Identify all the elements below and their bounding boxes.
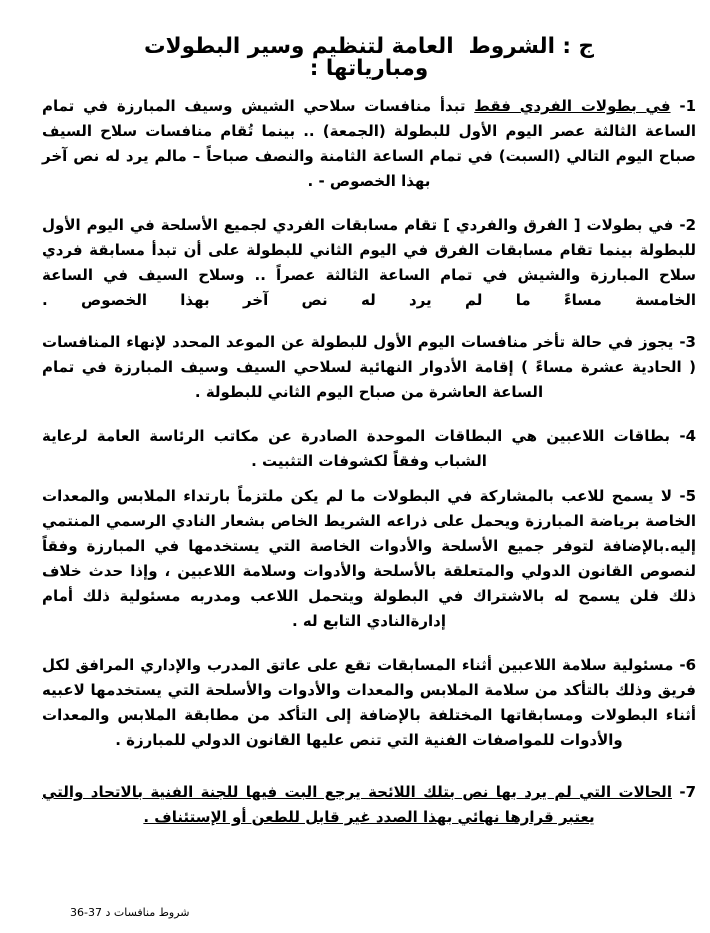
title-line-1: ج : الشروط العامة لتنظيم وسير البطولات bbox=[144, 34, 594, 59]
condition-item-3 bbox=[42, 330, 696, 405]
condition-item-1 bbox=[42, 94, 696, 194]
conditions-list bbox=[42, 94, 696, 830]
item-1-underlined-text: في بطولات الفردي فقط bbox=[474, 96, 671, 115]
condition-item-5 bbox=[42, 484, 696, 634]
condition-item-7 bbox=[42, 780, 696, 830]
item-5-text: لا يسمح للاعب بالمشاركة في البطولات ما لم يكن ملتزماً بارتداء الملابس والمعدات الخاصة برياضة المبارزة ويحمل على ذراعه الشريط الخاص بشعار النادي الرسمي المنتمي إليه.بالإضافة لتوفر جميع الأسلحة والأدوات الخاصة التي يستخدمها في المبارزة وفقاً لنصوص القانون الدولي والمتعلقة بالأسلحة والأدوات وسلامة اللاعبين ، وإذا حدث خلاف ذلك فلن يسمح له بالاشتراك في البطولة ويتحمل اللاعب ومدربه مسئولية ذلك أمام إدارةالنادي التابع له . bbox=[42, 486, 696, 630]
item-2-number: 2- bbox=[679, 215, 696, 234]
item-7-number: 7- bbox=[679, 782, 696, 801]
item-7-text: الحالات التي لم يرد بها نص بتلك اللائحة يرجع البت فيها للجنة الفنية بالاتحاد والتي يعتبر قرارها نهائي بهذا الصدد غير قابل للطعن أو الإستئناف . bbox=[42, 782, 672, 826]
item-3-number: 3- bbox=[679, 332, 696, 351]
item-1-number: 1- bbox=[679, 96, 696, 115]
item-2-text: في بطولات [ الفرق والفردي ] تقام مسابقات الفردي لجميع الأسلحة في اليوم الأول للبطولة بينما تقام مسابقات الفرق في اليوم الثاني للبطولة على أن تبدأ مسابقة فردي سلاح المبارزة والشيش في تمام الساعة الثالثة عصراً .. وسلاح السيف في الساعة الخامسة مساءً ما لم يرد له نص آخر بهذا الخصوص . bbox=[42, 215, 696, 309]
item-4-text: بطاقات اللاعبين هي البطاقات الموحدة الصادرة عن مكاتب الرئاسة العامة لرعاية الشباب وفقاً لكشوفات التثبيت . bbox=[42, 426, 671, 470]
condition-item-4 bbox=[42, 424, 696, 474]
item-6-number: 6- bbox=[679, 655, 696, 674]
title-line-2: ومبارياتها : bbox=[309, 55, 429, 81]
condition-item-6 bbox=[42, 653, 696, 753]
item-3-text: يجوز في حالة تأخر منافسات اليوم الأول للبطولة عن الموعد المحدد لإنهاء المنافسات ( الحادية عشرة مساءً ) إقامة الأدوار النهائية لسلاحي السيف وسيف المبارزة في تمام الساعة العاشرة من صباح اليوم الثاني للبطولة . bbox=[42, 332, 696, 401]
item-1-text: تبدأ منافسات سلاحي الشيش وسيف المبارزة في تمام الساعة الثالثة عصر اليوم الأول للبطولة (الجمعة) .. بينما تُقام منافسات سلاح السيف صباح اليوم التالي (السبت) في تمام الساعة الثامنة والنصف صباحاً – مالم يرد له نص آخر بهذا الخصوص - . bbox=[42, 96, 696, 190]
footer-note: شروط منافسات د 37-36 bbox=[70, 906, 190, 919]
item-5-number: 5- bbox=[679, 486, 696, 505]
item-4-number: 4- bbox=[679, 426, 696, 445]
condition-item-2 bbox=[42, 213, 696, 313]
page-title bbox=[42, 36, 696, 80]
item-6-text: مسئولية سلامة اللاعبين أثناء المسابقات تقع على عاتق المدرب والإداري المرافق لكل فريق وذلك بالتأكد من سلامة الملابس والمعدات والأدوات والأسلحة التي يستخدمها لاعبيه أثناء البطولات ومسابقاتها المختلفة بالإضافة إلى التأكد من مطابقة الملابس والمعدات والأدوات للمواصفات الفنية التي تنص عليها القانون الدولي للمبارزة . bbox=[42, 655, 696, 749]
